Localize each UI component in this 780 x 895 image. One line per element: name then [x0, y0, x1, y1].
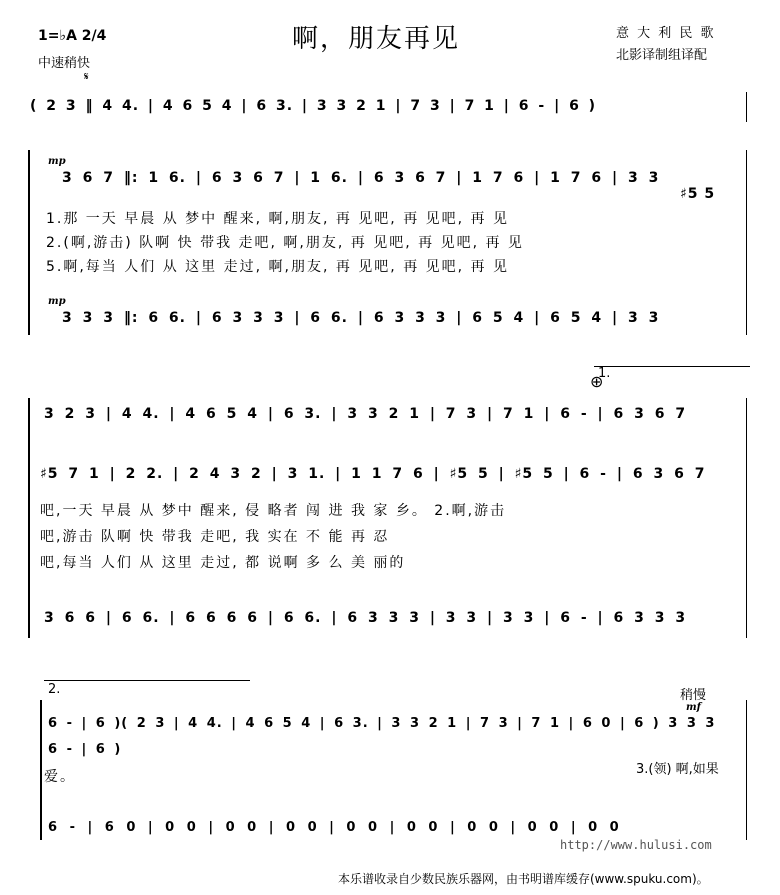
- soprano-lower-notes: ♯5 5: [680, 186, 716, 202]
- alto-line: ♯5 7 1 | 2 2. | 2 4 3 2 | 3 1. | 1 1 7 6 | ♯5 5 | ♯5 5 | 6 - | 6 3 6 7: [40, 466, 706, 482]
- system-brace: [28, 150, 30, 335]
- origin-credit: 意 大 利 民 歌: [616, 26, 716, 41]
- barline: [746, 398, 747, 638]
- soprano-line: 6 - | 6 )( 2 3 | 4 4. | 4 6 5 4 | 6 3. | 3 3 2 1 | 7 3 | 7 1 | 6 0 | 6 ) 3 3 3: [48, 716, 716, 731]
- bass-line: 3 6 6 | 6 6. | 6 6 6 6 | 6 6. | 6 3 3 3 | 3 3 | 3 3 | 6 - | 6 3 3 3: [44, 610, 687, 626]
- volta-bracket: [44, 680, 250, 681]
- lyric-verse-1: 吧,一天 早晨 从 梦中 醒来, 侵 略者 闯 进 我 家 乡。 2.啊,游击: [40, 503, 507, 519]
- bass-line: 3 3 3 ‖: 6 6. | 6 3 3 3 | 6 6. | 6 3 3 3 | 6 5 4 | 6 5 4 | 3 3: [62, 310, 660, 326]
- volta-bracket: [594, 366, 750, 367]
- dynamic-mark: mp: [48, 156, 66, 167]
- system-brace: [40, 700, 42, 840]
- lyric-verse-3: 吧,每当 人们 从 这里 走过, 都 说啊 多 么 美 丽的: [40, 555, 406, 571]
- watermark: http://www.hulusi.com: [560, 838, 712, 852]
- lyric-ending: 爱。: [44, 769, 76, 785]
- lyric-verse-2: 2.(啊,游击) 队啊 快 带我 走吧, 啊,朋友, 再 见吧, 再 见吧, 再 见: [46, 235, 524, 251]
- solo-lyric: 3.(领) 啊,如果: [636, 762, 719, 777]
- footer-note: 本乐谱收录自少数民族乐器网，由书明谱库缓存(www.spuku.com)。: [338, 872, 709, 886]
- alto-line: 6 - | 6 ): [48, 742, 122, 757]
- page-title: 啊，朋友再见: [292, 24, 461, 54]
- bass-line: 6 - | 6 0 | 0 0 | 0 0 | 0 0 | 0 0 | 0 0 | 0 0 | 0 0 | 0 0: [48, 820, 620, 835]
- lyric-verse-1: 1.那 一天 早晨 从 梦中 醒来, 啊,朋友, 再 见吧, 再 见吧, 再 见: [46, 211, 510, 227]
- soprano-line: 3 2 3 | 4 4. | 4 6 5 4 | 6 3. | 3 3 2 1 | 7 3 | 7 1 | 6 - | 6 3 6 7: [44, 406, 687, 422]
- arranger-credit: 北影译制组译配: [616, 48, 708, 63]
- tempo-change: 稍慢: [680, 688, 707, 703]
- tempo-marking: 中速稍快: [38, 56, 91, 71]
- lyric-verse-2: 吧,游击 队啊 快 带我 走吧, 我 实在 不 能 再 忍: [40, 529, 390, 545]
- dynamic-mark: mp: [48, 296, 66, 307]
- soprano-line: 3 6 7 ‖: 1 6. | 6 3 6 7 | 1 6. | 6 3 6 7 | 1 7 6 | 1 7 6 | 3 3: [62, 170, 660, 186]
- segno-sign: 𝄋: [84, 70, 89, 83]
- key-signature: 1=♭A 2/4: [38, 28, 107, 44]
- barline: [746, 92, 747, 122]
- intro-notes: ( 2 3 ‖ 4 4. | 4 6 5 4 | 6 3. | 3 3 2 1 | 7 3 | 7 1 | 6 - | 6 ): [30, 98, 597, 114]
- lyric-verse-3: 5.啊,每当 人们 从 这里 走过, 啊,朋友, 再 见吧, 再 见吧, 再 见: [46, 259, 510, 275]
- volta-1: 1.: [598, 366, 611, 381]
- barline: [746, 150, 747, 335]
- dynamic-mark: mf: [686, 702, 701, 713]
- barline: [746, 700, 747, 840]
- system-brace: [28, 398, 30, 638]
- volta-2: 2.: [48, 682, 61, 697]
- coda-sign: ⊕: [590, 372, 604, 391]
